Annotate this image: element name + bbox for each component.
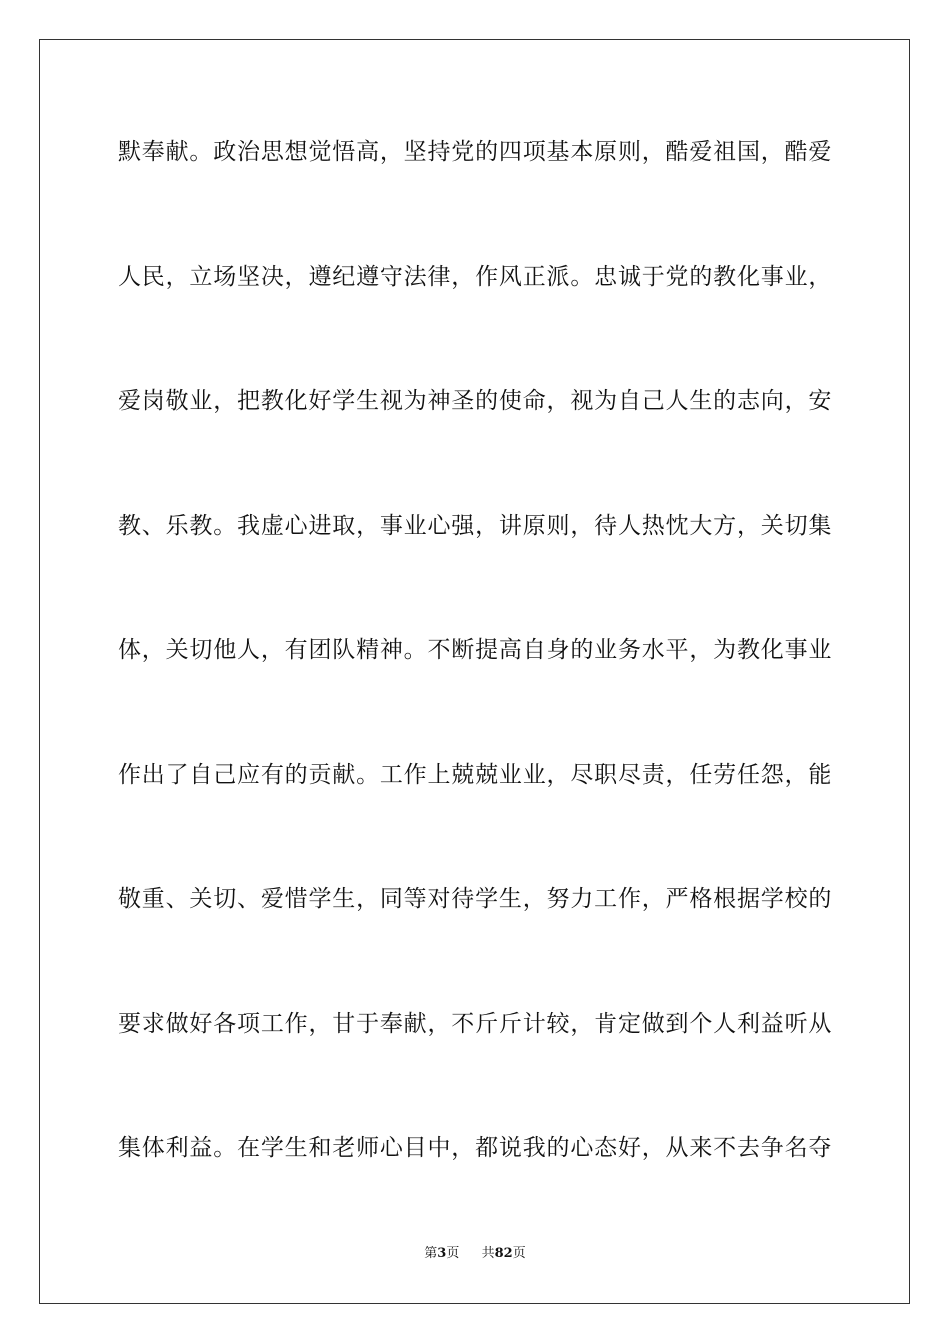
page-prefix: 第 [424,1246,438,1261]
body-text-line: 教、乐教。我虚心进取，事业心强，讲原则，待人热忱大方，关切集 [118,513,832,539]
body-text-line: 人民，立场坚决，遵纪遵守法律，作风正派。忠诚于党的教化事业， [118,264,832,290]
total-prefix: 共 [481,1246,495,1261]
page-footer [0,1245,950,1263]
body-text-line: 作出了自己应有的贡献。工作上兢兢业业，尽职尽责，任劳任怨，能 [118,762,832,788]
page-number: 3 [437,1246,447,1261]
body-text-line: 体，关切他人，有团队精神。不断提高自身的业务水平，为教化事业 [118,637,832,663]
body-text-line: 敬重、关切、爱惜学生，同等对待学生，努力工作，严格根据学校的 [118,886,832,912]
body-text-line: 要求做好各项工作，甘于奉献，不斤斤计较，肯定做到个人利益听从 [118,1011,832,1037]
page-suffix: 页 [446,1246,460,1261]
body-text-line: 集体利益。在学生和老师心目中，都说我的心态好，从来不去争名夺 [118,1135,832,1161]
total-pages: 82 [494,1246,513,1261]
body-text-line: 爱岗敬业，把教化好学生视为神圣的使命，视为自己人生的志向，安 [118,388,832,414]
page-frame [39,39,910,1304]
body-text-line: 默奉献。政治思想觉悟高，坚持党的四项基本原则，酷爱祖国，酷爱 [118,139,832,165]
total-suffix: 页 [512,1246,526,1261]
